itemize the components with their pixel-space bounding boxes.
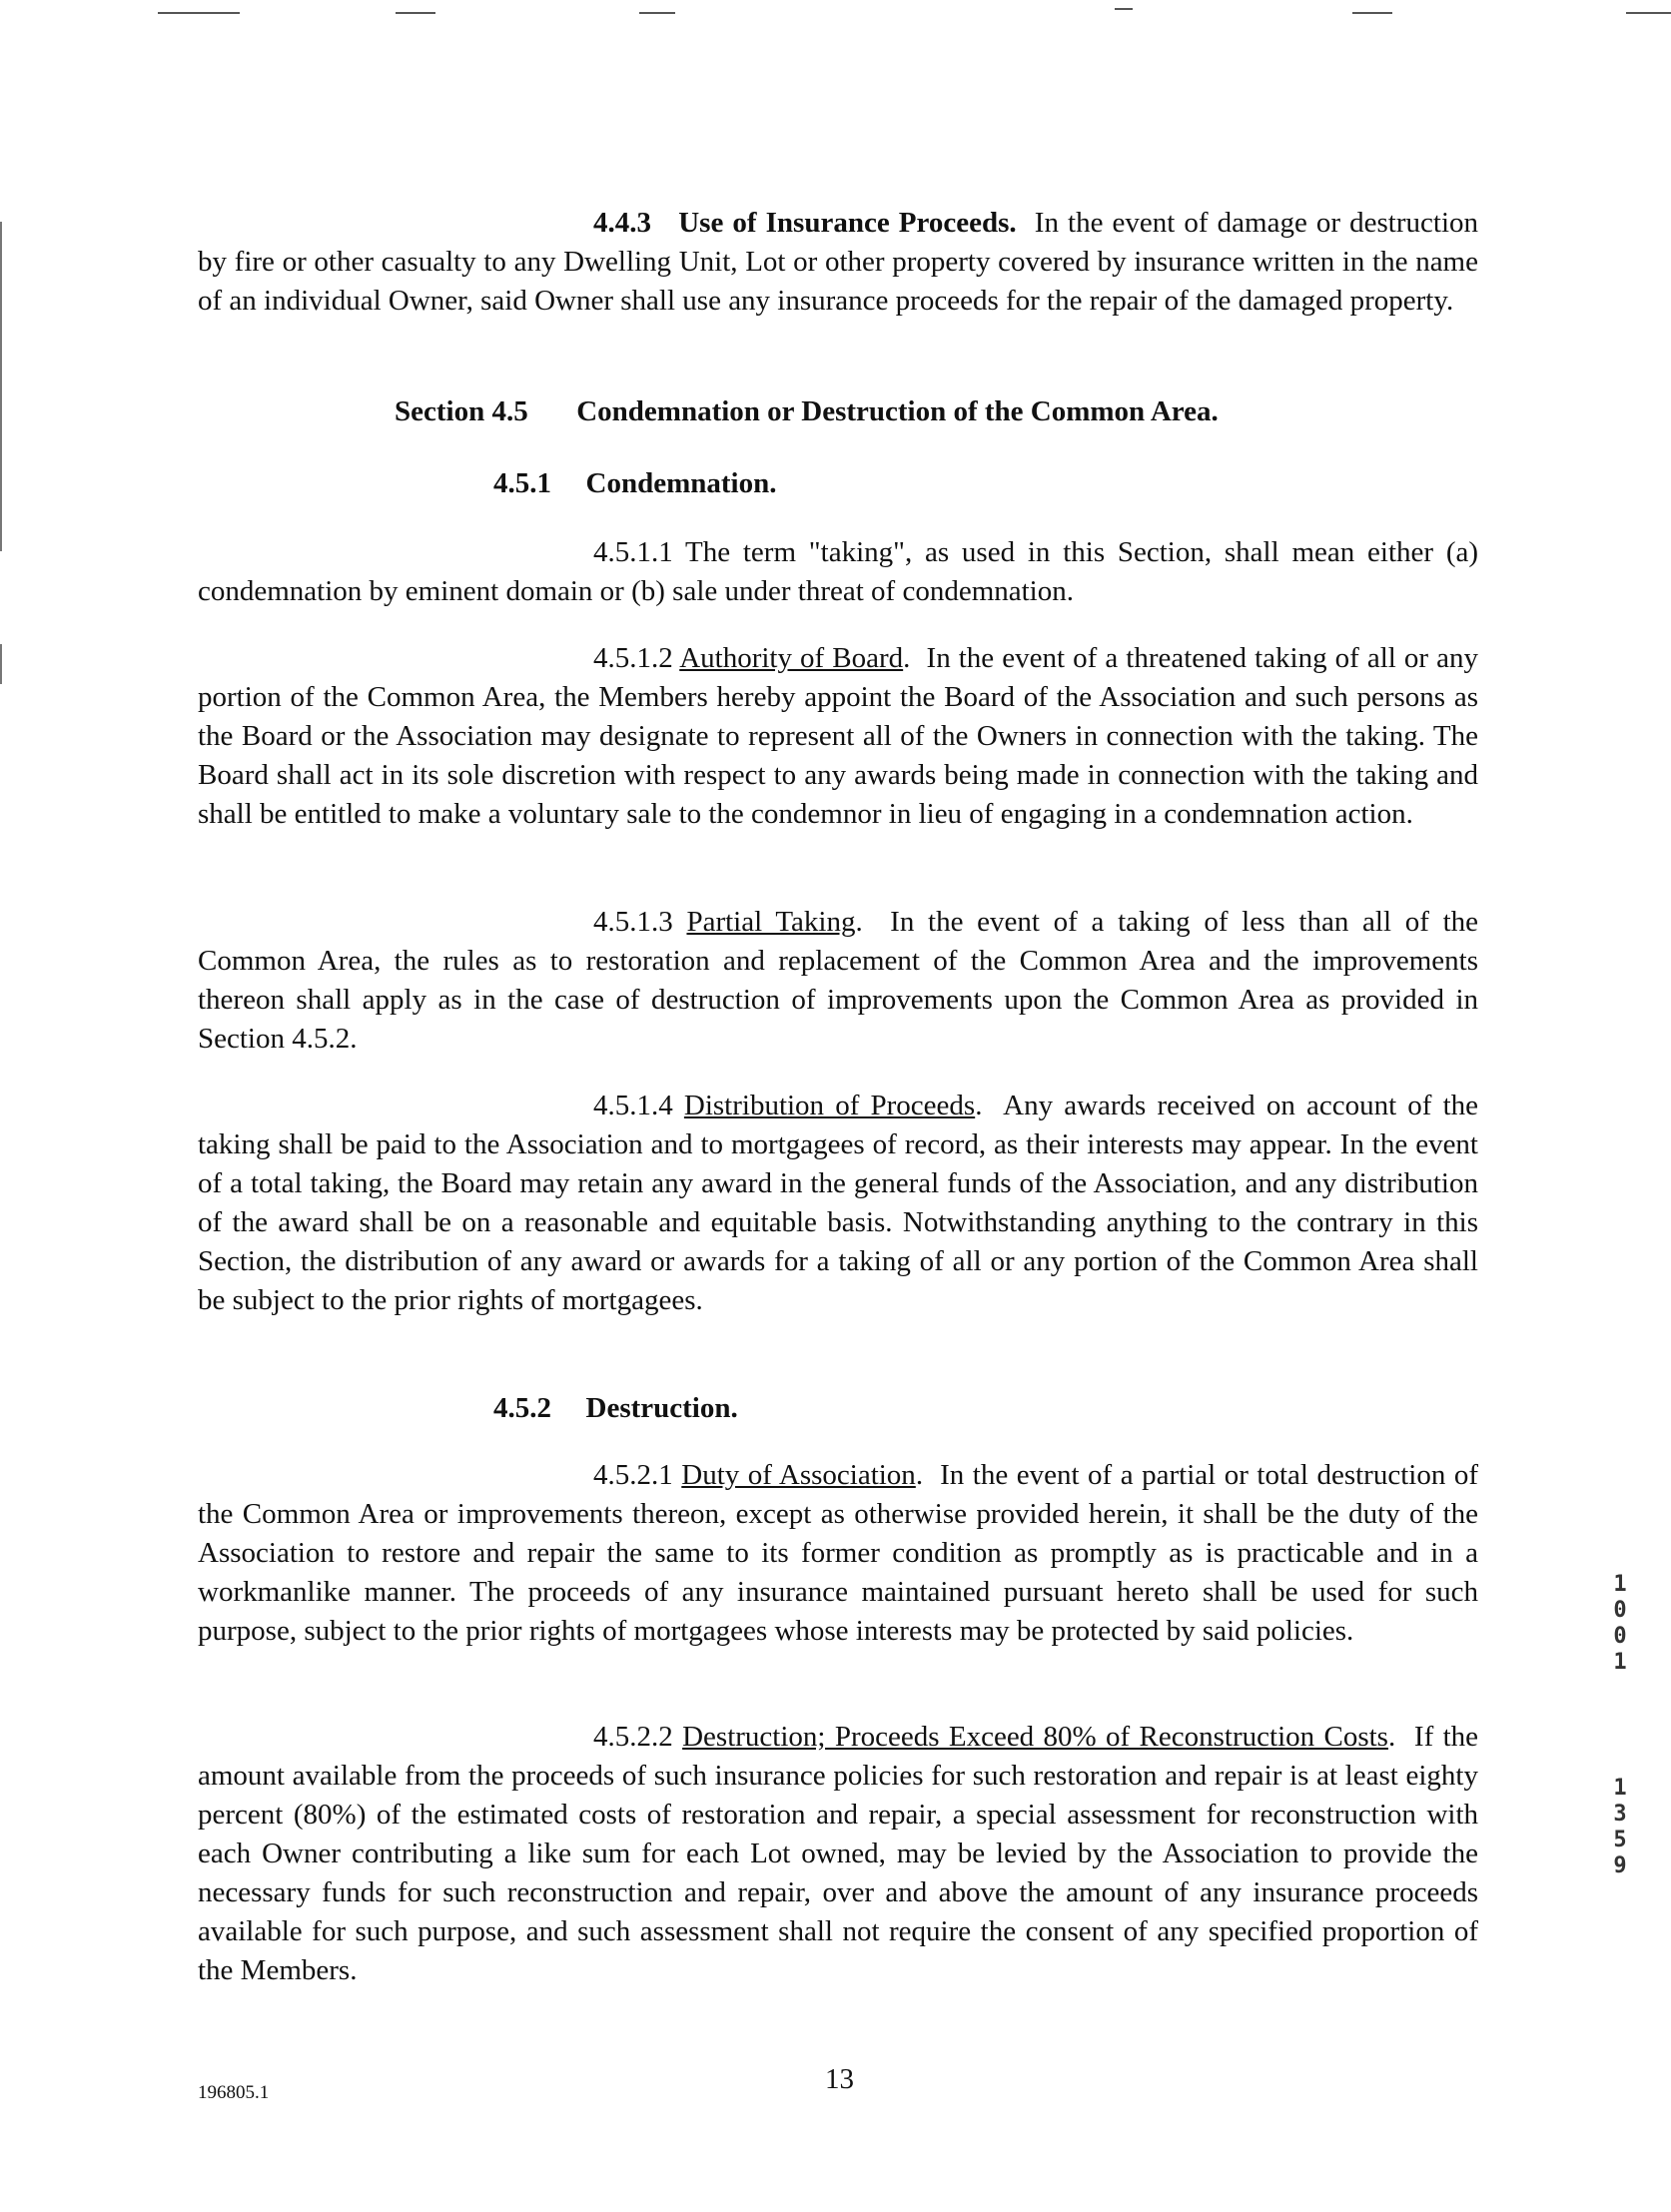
paragraph-4-5-1-3: 4.5.1.3 Partial Taking. In the event of a taking of less than all of the Common Area, the rules as to restoration and replacement of the Common Area and the improvements thereon shall apply as in the case of destruction of improvements upon the Common Area as provided in Section 4.5.2. [198, 906, 1479, 1055]
paragraph-title: Distribution of Proceeds [683, 1090, 976, 1121]
section-text: In the event of damage or destruction by fire or other casualty to any Dwelling Unit, Lot or other property covered by insurance written in the name of an individual Owner, said Owner shall use any insurance proceeds for the repair of the damaged property. [198, 207, 1478, 317]
section-title: Destruction. [585, 1392, 738, 1424]
scan-artifact [158, 12, 240, 14]
paragraph-text: In the event of a partial or total destruction of the Common Area or improvements thereon, except as otherwise provided herein, it shall be the duty of the Association to restore and repair the same to its former condition as promptly as is practicable and in a workmanlike manner. The proceeds of any insurance maintained pursuant hereto shall be used for such purpose, subject to the prior rights of mortgagees whose interests may be protected by said policies. [198, 1459, 1479, 1647]
section-number: 4.5.1 [493, 467, 551, 499]
scan-artifact [639, 12, 675, 14]
section-number: 4.4.3 [593, 207, 651, 239]
scan-artifact [0, 644, 2, 684]
paragraph-number: 4.5.2.2 [593, 1721, 673, 1753]
paragraph-text: If the amount available from the proceeds of such insurance policies for such restoration and repair is at least eighty percent (80%) of the estimated costs of restoration and repair, a special assessment for reconstruction with each Owner contributing a like sum for each Lot owned, may be levied by the Association to provide the necessary funds for such reconstruction and repair, over and above the amount of any insurance proceeds available for such purpose, and such assessment shall not require the consent of any specified proportion of the Members. [198, 1721, 1479, 1986]
section-number: 4.5.2 [493, 1392, 551, 1424]
stamp-text: 1001 [1613, 1572, 1627, 1675]
document-id: 196805.1 [198, 2082, 270, 2103]
section-title: Use of Insurance Proceeds. [678, 207, 1017, 239]
scan-artifact [1115, 8, 1133, 10]
margin-stamp-upper [1606, 1572, 1634, 1676]
section-4-5-2-heading [493, 1392, 738, 1425]
page-number: 13 [825, 2063, 854, 2095]
section-label: Section 4.5 [395, 395, 528, 427]
scan-artifact [1626, 12, 1671, 14]
paragraph-number: 4.5.1.4 [593, 1090, 673, 1121]
scan-artifact [1352, 12, 1392, 14]
section-title: Condemnation or Destruction of the Common Area. [576, 395, 1219, 427]
paragraph-title: Partial Taking [686, 906, 856, 938]
paragraph-text: In the event of a taking of less than all of the Common Area, the rules as to restoration and replacement of the Common Area and the improvements thereon shall apply as in the case of destruction of improvements upon the Common Area as provided in Section 4.5.2. [198, 906, 1479, 1055]
scan-artifact [396, 12, 435, 14]
paragraph-4-5-1-2: 4.5.1.2 Authority of Board. In the event of a threatened taking of all or any portion of the Common Area, the Members hereby appoint the Board of the Association and such persons as the Board or the Association may designate to represent all of the Owners in connection with the taking. The Board shall act in its sole discretion with respect to any awards being made in connection with the taking and shall be entitled to make a voluntary sale to the condemnor in lieu of engaging in a condemnation action. [198, 642, 1478, 830]
paragraph-number: 4.5.1.3 [593, 906, 673, 938]
paragraph-text: The term "taking", as used in this Section, shall mean either (a) condemnation by eminent domain or (b) sale under threat of condemnation. [198, 536, 1479, 607]
section-4-5-1-heading [493, 467, 776, 500]
scan-artifact [0, 222, 2, 551]
paragraph-4-5-1-4: 4.5.1.4 Distribution of Proceeds. Any awards received on account of the taking shall be paid to the Association and to mortgagees of record, as their interests may appear. In the event of a total taking, the Board may retain any award in the general funds of the Association, and any distribution of the award shall be on a reasonable and equitable basis. Notwithstanding anything to the contrary in this Section, the distribution of any award or awards for a taking of all or any portion of the Common Area shall be subject to the prior rights of mortgagees. [198, 1090, 1478, 1316]
section-4-5-heading [395, 395, 1219, 428]
section-title: Condemnation. [585, 467, 777, 499]
paragraph-number: 4.5.2.1 [593, 1459, 673, 1491]
margin-stamp-lower [1606, 1776, 1634, 1879]
paragraph-4-5-2-1: 4.5.2.1 Duty of Association. In the event of a partial or total destruction of the Common Area or improvements thereon, except as otherwise provided herein, it shall be the duty of the Association to restore and repair the same to its former condition as promptly as is practicable and in a workmanlike manner. The proceeds of any insurance maintained pursuant hereto shall be used for such purpose, subject to the prior rights of mortgagees whose interests may be protected by said policies. [198, 1459, 1479, 1647]
paragraph-number: 4.5.1.2 [593, 642, 673, 674]
paragraph-4-5-1-1 [198, 533, 1478, 611]
paragraph-text: Any awards received on account of the taking shall be paid to the Association and to mortgagees of record, as their interests may appear. In the event of a total taking, the Board may retain any award in the general funds of the Association, and any distribution of the award shall be on a reasonable and equitable basis. Notwithstanding anything to the contrary in this Section, the distribution of any award or awards for a taking of all or any portion of the Common Area shall be subject to the prior rights of mortgagees. [198, 1090, 1478, 1316]
paragraph-text: In the event of a threatened taking of all or any portion of the Common Area, the Members hereby appoint the Board of the Association and such persons as the Board or the Association may designate to represent all of the Owners in connection with the taking. The Board shall act in its sole discretion with respect to any awards being made in connection with the taking and shall be entitled to make a voluntary sale to the condemnor in lieu of engaging in a condemnation action. [198, 642, 1478, 830]
paragraph-title: Destruction; Proceeds Exceed 80% of Reconstruction Costs [682, 1721, 1388, 1753]
paragraph-number: 4.5.1.1 [593, 536, 673, 568]
stamp-text: 1359 [1613, 1776, 1627, 1878]
paragraph-title: Duty of Association [681, 1459, 916, 1491]
paragraph-4-4-3 [198, 204, 1478, 321]
paragraph-4-5-2-2: 4.5.2.2 Destruction; Proceeds Exceed 80% of Reconstruction Costs. If the amount available from the proceeds of such insurance policies for such restoration and repair is at least eighty percent (80%) of the estimated costs of restoration and repair, a special assessment for reconstruction with each Owner contributing a like sum for each Lot owned, may be levied by the Association to provide the necessary funds for such reconstruction and repair, over and above the amount of any insurance proceeds available for such purpose, and such assessment shall not require the consent of any specified proportion of the Members. [198, 1721, 1479, 1986]
paragraph-title: Authority of Board [679, 642, 904, 674]
